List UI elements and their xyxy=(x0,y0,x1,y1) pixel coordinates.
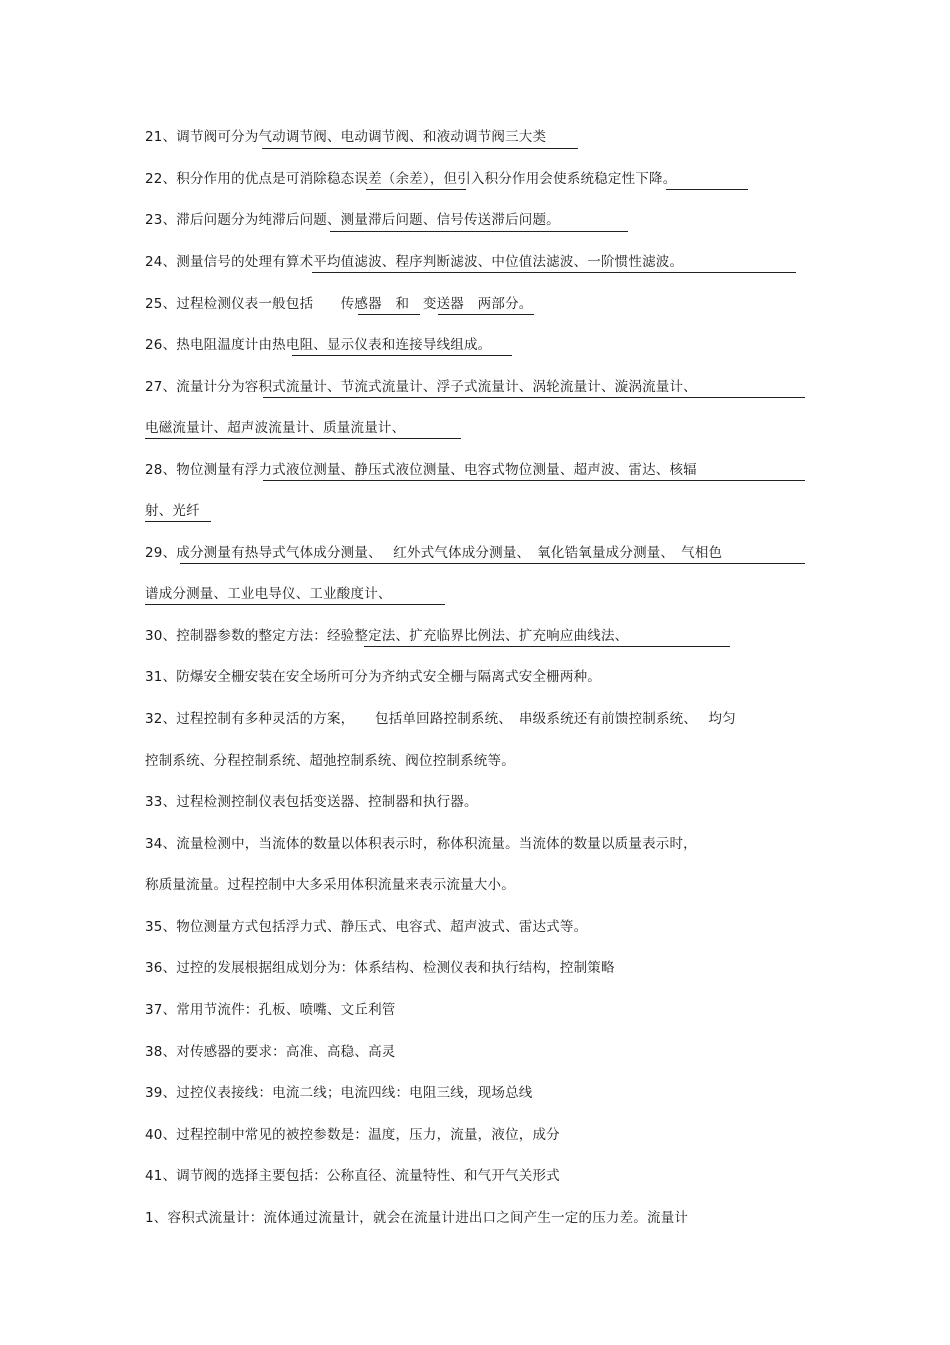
text-line-33: 33、过程检测控制仪表包括变送器、控制器和执行器。 xyxy=(145,794,478,810)
text-line-27-cont: 电磁流量计、超声波流量计、质量流量计、 xyxy=(145,420,406,436)
answer-underline xyxy=(145,604,445,605)
answer-underline xyxy=(263,480,805,481)
text-line-41: 41、调节阀的选择主要包括：公称直径、流量特性、和气开气关形式 xyxy=(145,1168,560,1184)
text-line-31: 31、防爆安全栅安装在安全场所可分为齐纳式安全栅与隔离式安全栅两种。 xyxy=(145,669,601,685)
text-line-26: 26、热电阻温度计由热电阻、显示仪表和连接导线组成。 xyxy=(145,337,492,353)
text-line-30: 30、控制器参数的整定方法：经验整定法、扩充临界比例法、扩充响应曲线法、 xyxy=(145,628,629,644)
text-line-25: 25、过程检测仪表一般包括 传感器 和 变送器 两部分。 xyxy=(145,296,533,312)
answer-underline xyxy=(292,355,512,356)
text-line-def-1: 1、容积式流量计：流体通过流量计，就会在流量计进出口之间产生一定的压力差。流量计 xyxy=(145,1210,689,1226)
answer-underline xyxy=(366,189,466,190)
text-line-32-cont: 控制系统、分程控制系统、超弛控制系统、阀位控制系统等。 xyxy=(145,753,515,769)
answer-underline xyxy=(666,189,748,190)
text-line-27: 27、流量计分为容积式流量计、节流式流量计、浮子式流量计、涡轮流量计、漩涡流量计、 xyxy=(145,379,697,395)
text-line-34-cont: 称质量流量。过程控制中大多采用体积流量来表示流量大小。 xyxy=(145,877,515,893)
answer-underline xyxy=(312,272,796,273)
answer-underline xyxy=(330,231,628,232)
text-line-35: 35、物位测量方式包括浮力式、静压式、电容式、超声波式、雷达式等。 xyxy=(145,919,588,935)
text-line-23: 23、滞后问题分为纯滞后问题、测量滞后问题、信号传送滞后问题。 xyxy=(145,212,560,228)
answer-underline xyxy=(438,314,534,315)
text-line-36: 36、过控的发展根据组成划分为：体系结构、检测仪表和执行结构，控制策略 xyxy=(145,960,615,976)
text-line-28-cont: 射、光纤 xyxy=(145,503,200,519)
answer-underline xyxy=(180,563,805,564)
text-line-32: 32、过程控制有多种灵活的方案， 包括单回路控制系统、 串级系统还有前馈控制系统、 均匀 xyxy=(145,711,736,727)
answer-underline xyxy=(145,521,211,522)
text-line-28: 28、物位测量有浮力式液位测量、静压式液位测量、电容式物位测量、超声波、雷达、核辐 xyxy=(145,462,697,478)
text-line-24: 24、测量信号的处理有算术平均值滤波、程序判断滤波、中位值法滤波、一阶惯性滤波。 xyxy=(145,254,684,270)
answer-underline xyxy=(358,314,420,315)
text-line-21: 21、调节阀可分为气动调节阀、电动调节阀、和液动调节阀三大类 xyxy=(145,129,547,145)
text-line-29: 29、成分测量有热导式气体成分测量、 红外式气体成分测量、 氧化锆氧量成分测量、 气相色 xyxy=(145,545,723,561)
answer-underline xyxy=(263,397,805,398)
answer-underline xyxy=(262,148,578,149)
text-line-22: 22、积分作用的优点是可消除稳态误差（余差），但引入积分作用会使系统稳定性下降。 xyxy=(145,171,677,187)
text-line-40: 40、过程控制中常见的被控参数是：温度，压力，流量，液位，成分 xyxy=(145,1127,560,1143)
answer-underline xyxy=(364,646,730,647)
text-line-34: 34、流量检测中，当流体的数量以体积表示时，称体积流量。当流体的数量以质量表示时， xyxy=(145,836,697,852)
text-line-39: 39、过控仪表接线：电流二线；电流四线：电阻三线，现场总线 xyxy=(145,1085,533,1101)
answer-underline xyxy=(145,438,461,439)
text-line-29-cont: 谱成分测量、工业电导仪、工业酸度计、 xyxy=(145,586,392,602)
text-line-38: 38、对传感器的要求：高准、高稳、高灵 xyxy=(145,1044,396,1060)
text-line-37: 37、常用节流件：孔板、喷嘴、文丘利管 xyxy=(145,1002,396,1018)
